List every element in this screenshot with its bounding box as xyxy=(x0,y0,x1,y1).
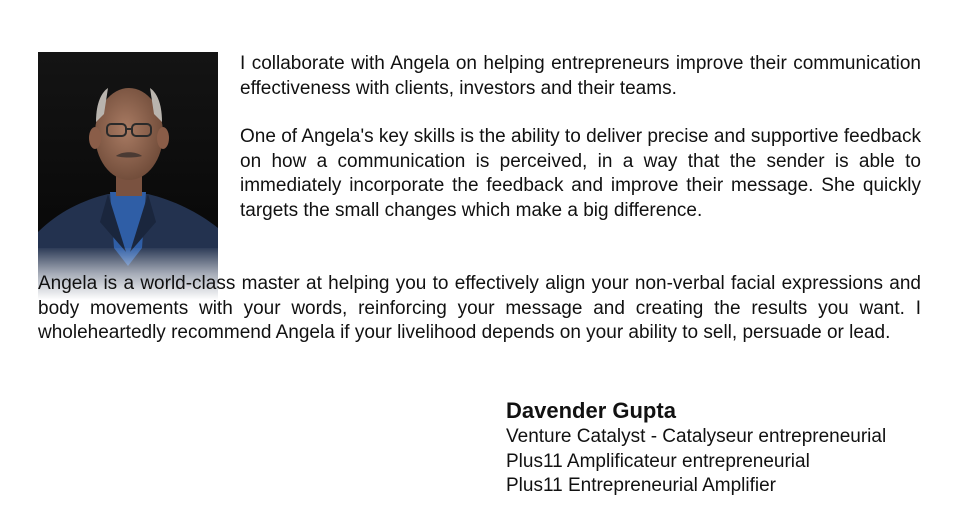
testimonial-paragraph-2: One of Angela's key skills is the ability to deliver precise and supportive feedback on how a communication is perceived, in a way that the sender is able to immediately incorporate the feedback and improve their message. She quickly targets the small changes which make a big difference. xyxy=(240,126,921,221)
author-photo xyxy=(38,52,218,300)
testimonial-paragraph-1: I collaborate with Angela on helping entrepreneurs improve their communication effectiveness with clients, investors and their teams. xyxy=(240,53,921,99)
author-title-line-2: Plus11 Amplificateur entrepreneurial xyxy=(506,450,810,472)
portrait-image xyxy=(38,52,218,300)
signature-block xyxy=(506,397,926,499)
author-title-line-3: Plus11 Entrepreneurial Amplifier xyxy=(506,475,777,496)
author-name: Davender Gupta xyxy=(506,398,676,423)
author-title-line-1: Venture Catalyst - Catalyseur entrepreneurial xyxy=(506,426,887,447)
testimonial-paragraph-3: Angela is a world-class master at helping you to effectively align your non-verbal facial expressions and body movements with your words, reinforcing your message and creating the results you want. I wholeheartedly recommend Angela if your livelihood depends on your ability to sell, persuade or lead. xyxy=(38,273,921,343)
